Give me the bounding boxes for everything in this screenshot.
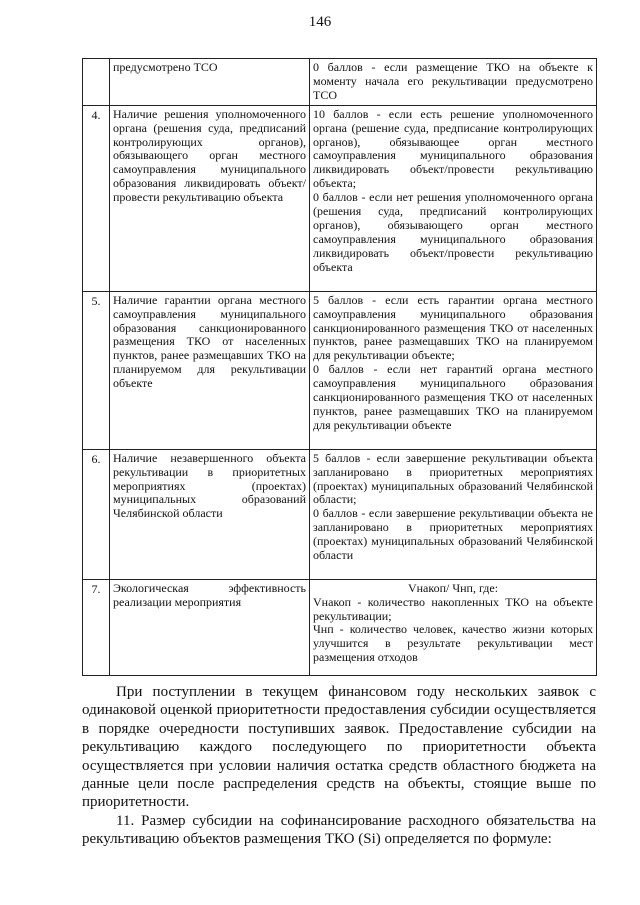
scoring-paragraph: 5 баллов - если завершение рекультивации объекта запланировано в приоритетных мероприятиях (проектах) муниципальных образований Челябинской области; — [313, 450, 593, 507]
scoring-paragraph: 5 баллов - если есть гарантии органа местного самоуправления муниципального образования санкционированного размещения ТКО от населенных пунктов, ранее размещавших ТКО на планируемом для рекультивации объекте; — [313, 292, 593, 363]
row-number: 6. — [83, 449, 110, 579]
table-row — [83, 105, 597, 291]
criterion-cell: Экологическая эффективность реализации мероприятия — [110, 579, 310, 675]
page-number: 146 — [308, 14, 332, 30]
formula-line: Vнакоп/ Чнп, где: — [407, 580, 499, 595]
table-row — [83, 291, 597, 449]
row-number: 5. — [83, 291, 110, 449]
body-text — [82, 683, 596, 849]
criterion-cell: Наличие решения уполномоченного органа (решения суда, предписаний контролирующих органов), обязывающего орган местного самоуправления муниципального образования ликвидировать объект/провести рекультивацию объекта — [110, 105, 310, 291]
row-number: 7. — [83, 579, 110, 675]
scoring-paragraph: 0 баллов - если нет решения уполномоченного органа (решения суда, предписаний контролирующих органов), обязывающего орган местного самоуправления муниципального образования ликвидировать объект/провести рекультивацию объекта — [313, 190, 593, 274]
scoring-paragraph: 0 баллов - если завершение рекультивации объекта не запланировано в приоритетных мероприятиях (проектах) муниципальных образований Челябинской области — [313, 506, 593, 563]
criterion-cell: Наличие гарантии органа местного самоуправления муниципального образования санкционированного размещения ТКО от населенных пунктов, ранее размещавших ТКО на планируемом для рекультивации объекте — [110, 291, 310, 449]
scoring-paragraph: 0 баллов - если нет гарантий органа местного самоуправления муниципального образования санкционированного размещения ТКО от населенных пунктов, ранее размещавших ТКО на планируемом для рекультивации объекте — [313, 362, 593, 432]
row-number: 4. — [83, 105, 110, 291]
criteria-table — [82, 58, 597, 676]
criterion-cell: предусмотрено ТСО — [110, 59, 310, 106]
table-row — [83, 579, 597, 675]
criterion-cell: Наличие незавершенного объекта рекультивации в приоритетных мероприятиях (проектах) муниципальных образований Челябинской области — [110, 449, 310, 579]
scoring-paragraph: Vнакоп - количество накопленных ТКО на объекте рекультивации; — [313, 594, 593, 623]
scoring-cell — [310, 449, 597, 579]
scoring-cell — [310, 59, 597, 106]
paragraph-priority: При поступлении в текущем финансовом году нескольких заявок с одинаковой оценкой приоритетности предоставления субсидии осуществляется в порядке очередности поступивших заявок. Предоставление субсидии на рекультивацию каждого последующего по приоритетности объекта осуществляется при условии наличия остатка средств областного бюджета на данные цели после распределения средств на объекты, стоящие выше по приоритетности. — [82, 684, 596, 811]
row-number — [83, 59, 110, 106]
paragraph-subsidy-size: 11. Размер субсидии на софинансирование расходного обязательства на рекультивацию объектов размещения ТКО (Si) определяется по формуле: — [82, 812, 596, 848]
scoring-paragraph: 0 баллов - если размещение ТКО на объекте к моменту начала его рекультивации предусмотрено ТСО — [313, 60, 593, 102]
scoring-paragraph: Чнп - количество человек, качество жизни которых улучшится в результате рекультивации мест размещения отходов — [313, 622, 593, 665]
scoring-cell — [310, 105, 597, 291]
table-row — [83, 59, 597, 106]
scoring-paragraph: 10 баллов - если есть решение уполномоченного органа (решение суда, предписание контролирующих органов), обязывающее орган местного самоуправления муниципального образования ликвидировать объект/провести рекультивацию объекта; — [313, 106, 593, 191]
scoring-cell — [310, 291, 597, 449]
scoring-cell — [310, 579, 597, 675]
table-row — [83, 449, 597, 579]
